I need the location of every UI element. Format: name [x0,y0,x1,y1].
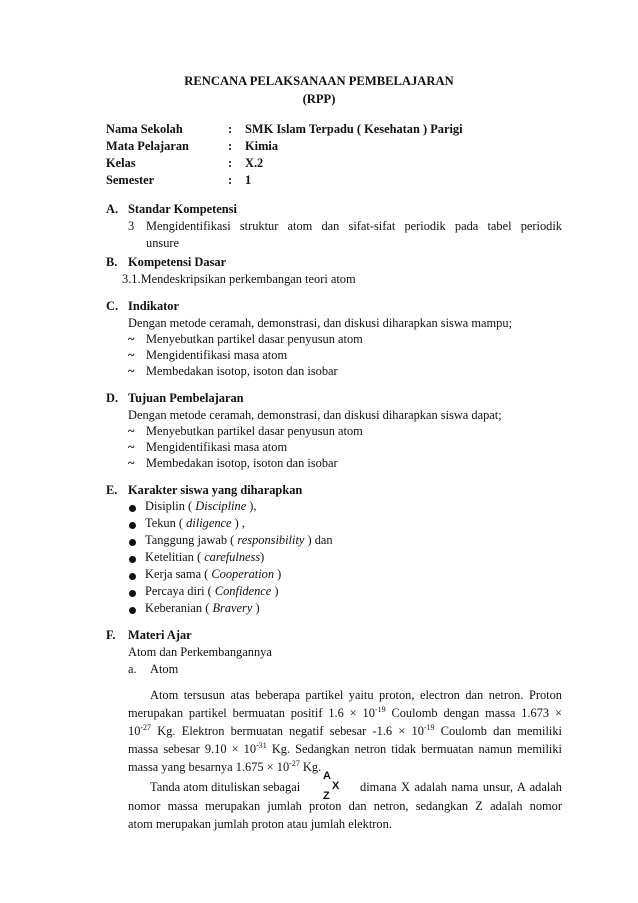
paragraph-line: Atom tersusun atas beberapa partikel yaitu proton, electron dan netron. Proton [150,688,562,702]
competency-text-line2: unsure [146,236,180,250]
identity-value: Kimia [245,139,279,153]
bullet-icon [129,539,136,546]
competency-number: 3 [128,219,135,233]
paragraph-line: atom merupakan jumlah proton atau jumlah elektron. [128,817,392,831]
tilde-marker: ~ [128,424,135,438]
paragraph-line: merupakan partikel bermuatan positif $1.6 \times 10^{-19}$ Coulomb dengan massa 1.673 × [128,705,562,720]
identity-colon: : [228,139,233,153]
section-title: Karakter siswa yang diharapkan [128,483,303,497]
element-symbol: X [332,780,340,792]
identity-value: 1 [245,173,252,187]
indicator-item: Menyebutkan partikel dasar penyusun atom [146,332,363,346]
character-item: Tanggung jawab ( responsibility ) dan [145,533,333,547]
section-title: Standar Kompetensi [128,202,237,216]
character-item: Disiplin ( Discipline ), [145,499,257,513]
identity-value: X.2 [245,156,264,170]
section-d-heading [106,391,244,406]
bullet-icon [129,590,136,597]
character-item: Tekun ( diligence ) , [145,516,245,530]
section-title: Indikator [128,299,179,313]
section-f-heading [106,628,192,643]
bullet-icon [129,573,136,580]
identity-colon: : [228,156,233,170]
identity-key: Mata Pelajaran [106,139,189,153]
identity-value: SMK Islam Terpadu ( Kesehatan ) Parigi [245,122,463,136]
indicator-intro: Dengan metode ceramah, demonstrasi, dan diskusi diharapkan siswa mampu; [128,316,513,330]
section-b-heading [106,255,226,270]
tilde-marker: ~ [128,332,135,346]
section-title: Materi Ajar [128,628,192,642]
paragraph-line: massa yang besarnya $1.675 \times 10^{-27}$ Kg. [128,759,322,774]
tilde-marker: ~ [128,440,135,454]
paragraph-line: Tanda atom dituliskan sebagai [150,780,301,794]
objective-item: Mengidentifikasi masa atom [146,440,288,454]
section-letter: D. [106,391,119,405]
paragraph-line: massa sebesar $9.10 \times 10^{-31}$ Kg. Sedangkan netron tidak bermuatan namun memiliki [128,741,562,756]
section-letter: A. [106,202,119,216]
indicator-item: Membedakan isotop, isoton dan isobar [146,364,338,378]
character-item: Percaya diri ( Confidence ) [145,584,279,598]
document-subtitle: (RPP) [302,92,336,106]
subsection-title: Atom [150,662,179,676]
atomic-number-symbol: Z [323,790,330,802]
paragraph-line: $10^{-27}$ Kg. Elektron bermuatan negatif sebesar $-1.6 \times 10^{-19}$ Coulomb dan memiliki [128,723,562,738]
tilde-marker: ~ [128,456,135,470]
section-title: Kompetensi Dasar [128,255,227,269]
identity-key: Kelas [106,156,136,170]
section-letter: C. [106,299,119,313]
section-letter: E. [106,483,118,497]
mass-number-symbol: A [323,770,331,782]
competency-text-line1: Mengidentifikasi struktur atom dan sifat-sifat periodik pada tabel periodik [146,219,562,233]
tilde-marker: ~ [128,364,135,378]
objective-intro: Dengan metode ceramah, demonstrasi, dan diskusi diharapkan siswa dapat; [128,408,502,422]
objective-item: Menyebutkan partikel dasar penyusun atom [146,424,363,438]
bullet-icon [129,522,136,529]
section-e-heading [106,483,302,498]
identity-key: Nama Sekolah [106,122,183,136]
section-title: Tujuan Pembelajaran [128,391,244,405]
bullet-icon [129,556,136,563]
paragraph-line: nomor massa merupakan jumlah proton dan netron, sedangkan Z adalah nomor [128,799,562,813]
character-item: Kerja sama ( Cooperation ) [145,567,282,581]
character-item: Keberanian ( Bravery ) [145,601,260,615]
tilde-marker: ~ [128,348,135,362]
character-item: Ketelitian ( carefulness) [145,550,265,564]
identity-key: Semester [106,173,155,187]
paragraph-line: dimana X adalah nama unsur, A adalah [360,780,562,794]
identity-colon: : [228,173,233,187]
bullet-icon [129,607,136,614]
objective-item: Membedakan isotop, isoton dan isobar [146,456,338,470]
identity-colon: : [228,122,233,136]
section-letter: B. [106,255,118,269]
material-subtitle: Atom dan Perkembangannya [128,645,272,659]
basic-competency-text: 3.1.Mendeskripsikan perkembangan teori atom [122,272,356,286]
subsection-letter: a. [128,662,137,676]
bullet-icon [129,505,136,512]
document-title: RENCANA PELAKSANAAN PEMBELAJARAN [184,74,454,88]
indicator-item: Mengidentifikasi masa atom [146,348,288,362]
section-c-heading [106,299,179,314]
section-a-heading [106,202,237,217]
section-letter: F. [106,628,116,642]
